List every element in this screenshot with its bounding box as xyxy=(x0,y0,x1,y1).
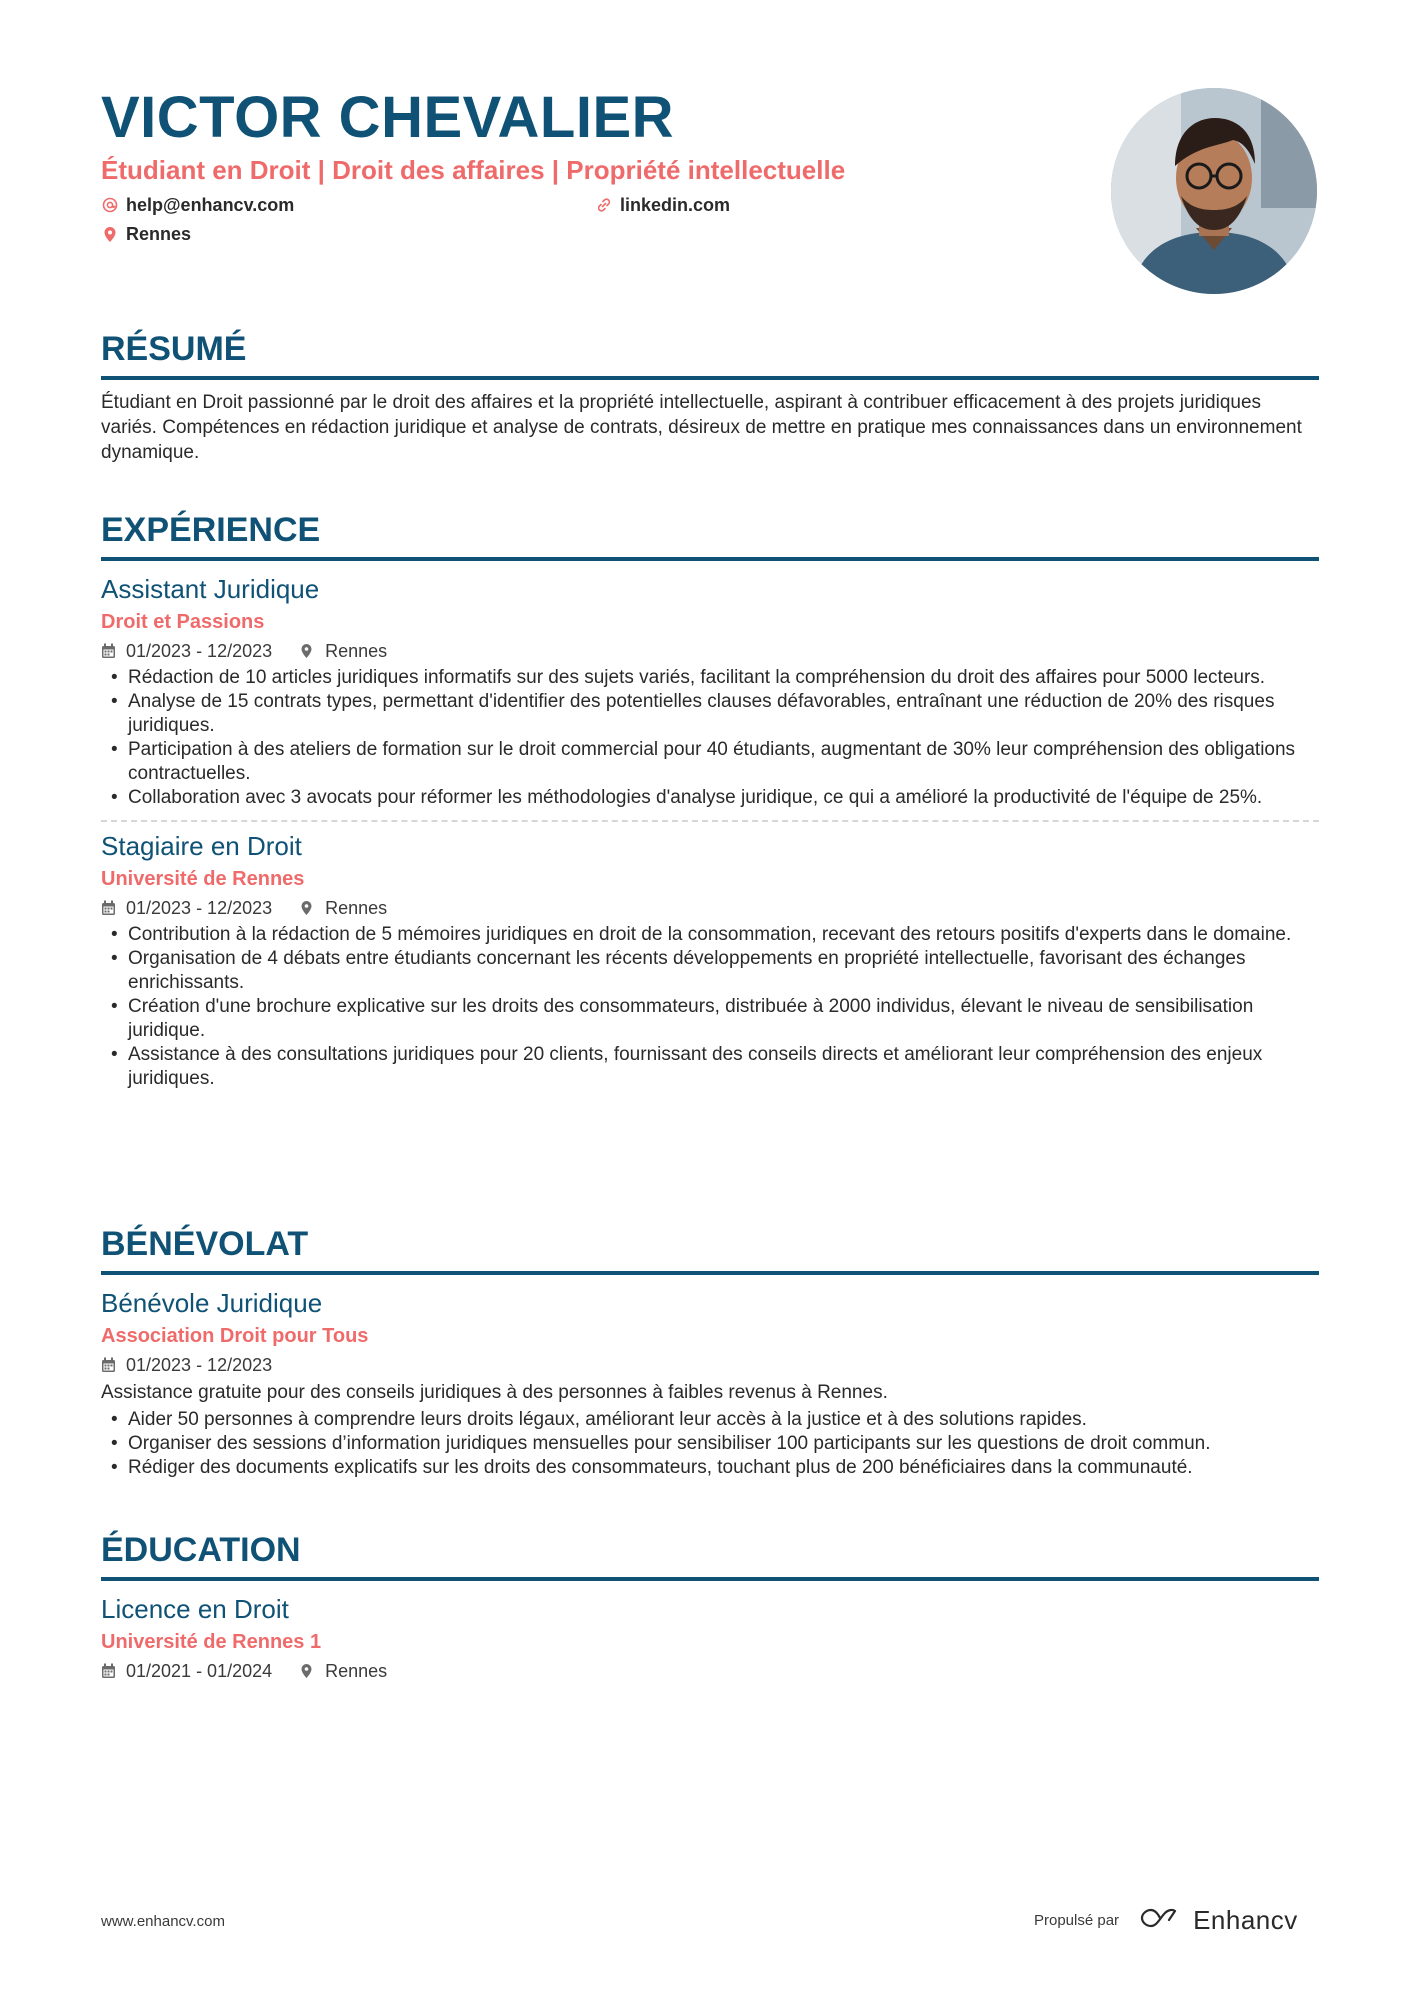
job-meta xyxy=(101,639,1319,663)
volunteer-role: Bénévole Juridique xyxy=(101,1288,323,1318)
map-pin-icon xyxy=(300,1663,316,1679)
contact-email[interactable] xyxy=(101,194,294,216)
at-icon xyxy=(101,196,119,214)
job-dates: 01/2023 - 12/2023 xyxy=(126,641,273,661)
volunteer-heading: BÉNÉVOLAT xyxy=(101,1224,1319,1275)
bullet-item: • Collaboration avec 3 avocats pour réformer les méthodologies d'analyse juridique, ce qui a amélioré la productivité de l'équipe de 25%. xyxy=(101,786,1319,810)
education-heading: ÉDUCATION xyxy=(101,1530,1319,1581)
calendar-icon xyxy=(101,1663,117,1679)
email-text: help@enhancv.com xyxy=(126,195,295,215)
bullet-item: • Analyse de 15 contrats types, permettant d'identifier des potentielles clauses défavorables, entraînant une réduction de 20% des risques juridiques. xyxy=(101,690,1319,738)
bullet-item: • Contribution à la rédaction de 5 mémoires juridiques en droit de la consommation, recevant des retours positifs d'experts dans le domaine. xyxy=(101,923,1319,947)
bullet-item: • Rédaction de 10 articles juridiques informatifs sur des sujets variés, facilitant la compréhension du droit des affaires pour 5000 lecteurs. xyxy=(101,666,1319,690)
summary-heading: RÉSUMÉ xyxy=(101,329,1319,380)
footer-website[interactable]: www.enhancv.com xyxy=(101,1913,225,1930)
job-title: Stagiaire en Droit xyxy=(101,831,302,861)
calendar-icon xyxy=(101,900,117,916)
education-location: Rennes xyxy=(325,1661,388,1681)
link-icon xyxy=(595,196,613,214)
enhancv-logo-icon xyxy=(1137,1905,1185,1936)
summary-section xyxy=(101,329,1319,465)
education-dates: 01/2021 - 01/2024 xyxy=(126,1661,273,1681)
education-meta xyxy=(101,1659,1319,1683)
company-name: Université de Rennes xyxy=(101,868,305,890)
experience-entry xyxy=(101,830,1319,1091)
volunteer-bullets xyxy=(101,1408,1319,1480)
experience-heading: EXPÉRIENCE xyxy=(101,510,1319,561)
job-location: Rennes xyxy=(325,641,388,661)
calendar-icon xyxy=(101,1357,117,1373)
contact-linkedin[interactable] xyxy=(595,194,730,216)
experience-section xyxy=(101,510,1319,1091)
job-bullets xyxy=(101,923,1319,1091)
linkedin-text: linkedin.com xyxy=(620,195,731,215)
candidate-title: Étudiant en Droit | Droit des affaires | Propriété intellectuelle xyxy=(101,155,846,185)
volunteer-entry xyxy=(101,1287,1319,1480)
volunteer-dates: 01/2023 - 12/2023 xyxy=(126,1355,273,1375)
bullet-item: • Organiser des sessions d’information juridiques mensuelles pour sensibiliser 100 participants sur les questions de droit commun. xyxy=(101,1432,1319,1456)
map-pin-icon xyxy=(300,900,316,916)
education-entry xyxy=(101,1593,1319,1683)
job-meta xyxy=(101,896,1319,920)
education-section xyxy=(101,1530,1319,1683)
candidate-name: VICTOR CHEVALIER xyxy=(101,85,675,150)
map-pin-icon xyxy=(101,225,119,243)
map-pin-icon xyxy=(300,643,316,659)
job-location: Rennes xyxy=(325,898,388,918)
school-name: Université de Rennes 1 xyxy=(101,1631,322,1653)
bullet-item: • Participation à des ateliers de formation sur le droit commercial pour 40 étudiants, augmentant de 30% leur compréhension des obligations contractuelles. xyxy=(101,738,1319,786)
volunteer-section xyxy=(101,1224,1319,1480)
experience-entry xyxy=(101,573,1319,810)
footer-branding[interactable] xyxy=(1034,1905,1298,1936)
entry-divider xyxy=(101,820,1319,822)
brand-name: Enhancv xyxy=(1193,1905,1298,1935)
bullet-item: • Création d'une brochure explicative sur les droits des consommateurs, distribuée à 2000 individus, élevant le niveau de sensibilisation juridique. xyxy=(101,995,1319,1043)
job-dates: 01/2023 - 12/2023 xyxy=(126,898,273,918)
volunteer-meta xyxy=(101,1353,1319,1377)
volunteer-description: Assistance gratuite pour des conseils juridiques à des personnes à faibles revenus à Rennes. xyxy=(101,1382,888,1403)
job-title: Assistant Juridique xyxy=(101,574,320,604)
powered-by-label: Propulsé par xyxy=(1034,1912,1120,1929)
profile-photo xyxy=(1111,88,1317,294)
summary-text: Étudiant en Droit passionné par le droit des affaires et la propriété intellectuelle, aspirant à contribuer efficacement à des projets juridiques variés. Compétences en rédaction juridique et analyse de contrats, désireux de mettre en pratique mes connaissances dans un environnement dynamique. xyxy=(101,392,1302,463)
company-name: Droit et Passions xyxy=(101,611,265,633)
job-bullets xyxy=(101,666,1319,810)
calendar-icon xyxy=(101,643,117,659)
degree-title: Licence en Droit xyxy=(101,1594,289,1624)
bullet-item: • Rédiger des documents explicatifs sur les droits des consommateurs, touchant plus de 200 bénéficiaires dans la communauté. xyxy=(101,1456,1319,1480)
bullet-item: • Organisation de 4 débats entre étudiants concernant les récents développements en propriété intellectuelle, favorisant des échanges enrichissants. xyxy=(101,947,1319,995)
location-text: Rennes xyxy=(126,224,192,244)
contact-location xyxy=(101,223,191,245)
bullet-item: • Aider 50 personnes à comprendre leurs droits légaux, améliorant leur accès à la justice et à des solutions rapides. xyxy=(101,1408,1319,1432)
organization-name: Association Droit pour Tous xyxy=(101,1325,369,1347)
bullet-item: • Assistance à des consultations juridiques pour 20 clients, fournissant des conseils directs et améliorant leur compréhension des enjeux juridiques. xyxy=(101,1043,1319,1091)
